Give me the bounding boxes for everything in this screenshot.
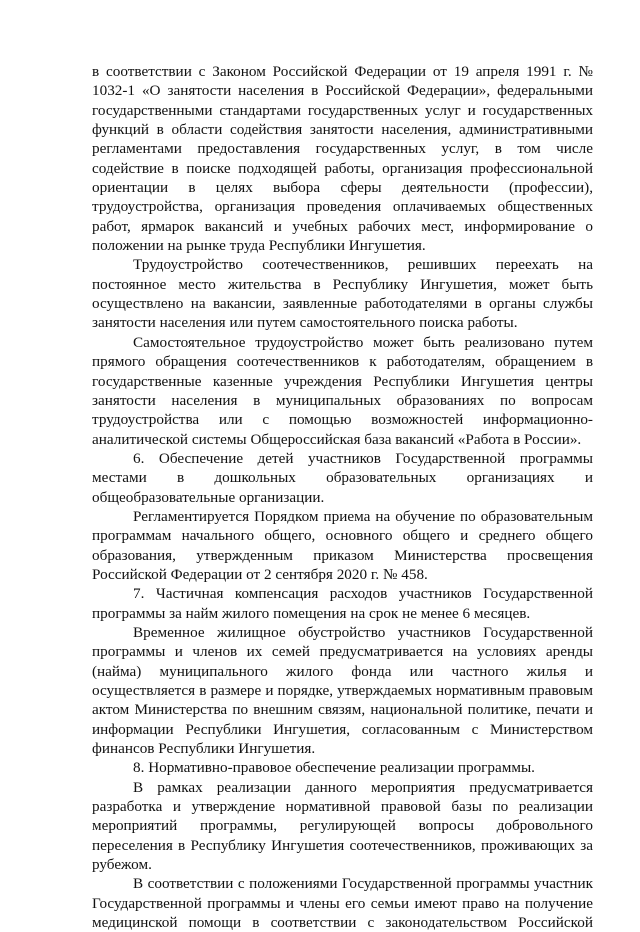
document-page: [92, 62, 593, 932]
paragraph-admission-order: Регламентируется Порядком приема на обучение по образовательным программам начального общего, основного общего и среднего общего образования, утвержденным приказом Министерства просвещения Российской Федерации от 2 сентября 2020 г. № 458.: [92, 507, 593, 583]
paragraph-employment-law: в соответствии с Законом Российской Федерации от 19 апреля 1991 г. № 1032-1 «О занятости населения в Российской Федерации», федеральными государственными стандартами государственных услуг и государственных функций в области содействия занятости населения, административными регламентами предоставления государственных услуг, в том числе содействие в поиске подходящей работы, организация профессиональной ориентации в целях выбора сферы деятельности (профессии), трудоустройства, организация проведения оплачиваемых общественных работ, ярмарок вакансий и учебных рабочих мест, информирование о положении на рынке труда Республики Ингушетия.: [92, 63, 593, 255]
paragraph-self-employment: Самостоятельное трудоустройство может быть реализовано путем прямого обращения соотечественников к работодателям, обращением в государственные казенные учреждения Республики Ингушетия центры занятости населения в муниципальных образованиях по вопросам трудоустройства или с помощью возможностей информационно-аналитической системы Общероссийская база вакансий «Работа в России».: [92, 333, 593, 448]
paragraph-temporary-housing: Временное жилищное обустройство участников Государственной программы и членов их семей предусматривается на условиях аренды (найма) муниципального жилого фонда или частного жилья и осуществляется в размере и порядке, утверждаемых нормативным правовым актом Министерства по внешним связям, национальной политике, печати и информации Республики Ингушетия, согласованным с Министерством финансов Республики Ингушетия.: [92, 623, 593, 758]
paragraph-section-8-heading: 8. Нормативно-правовое обеспечение реализации программы.: [133, 759, 535, 777]
paragraph-legal-framework: В рамках реализации данного мероприятия предусматривается разработка и утверждение нормативной правовой базы по реализации мероприятий программы, регулирующей вопросы добровольного переселения в Республику Ингушетия соотечественников, проживающих за рубежом.: [92, 778, 593, 874]
paragraph-section-7-heading: 7. Частичная компенсация расходов участников Государственной программы за найм жилого помещения на срок не менее 6 месяцев.: [92, 585, 593, 622]
paragraph-compatriot-employment: Трудоустройство соотечественников, решивших переехать на постоянное место жительства в Республику Ингушетия, может быть осуществлено на вакансии, заявленные работодателями в органы службы занятости населения или путем самостоятельного поиска работы.: [92, 256, 593, 332]
paragraph-section-6-heading: 6. Обеспечение детей участников Государственной программы местами в дошкольных образовательных организациях и общеобразовательные организации.: [92, 449, 593, 506]
paragraph-medical-care: В соответствии с положениями Государственной программы участник Государственной программы и члены его семьи имеют право на получение медицинской помощи в соответствии с законодательством Российской: [92, 875, 593, 932]
